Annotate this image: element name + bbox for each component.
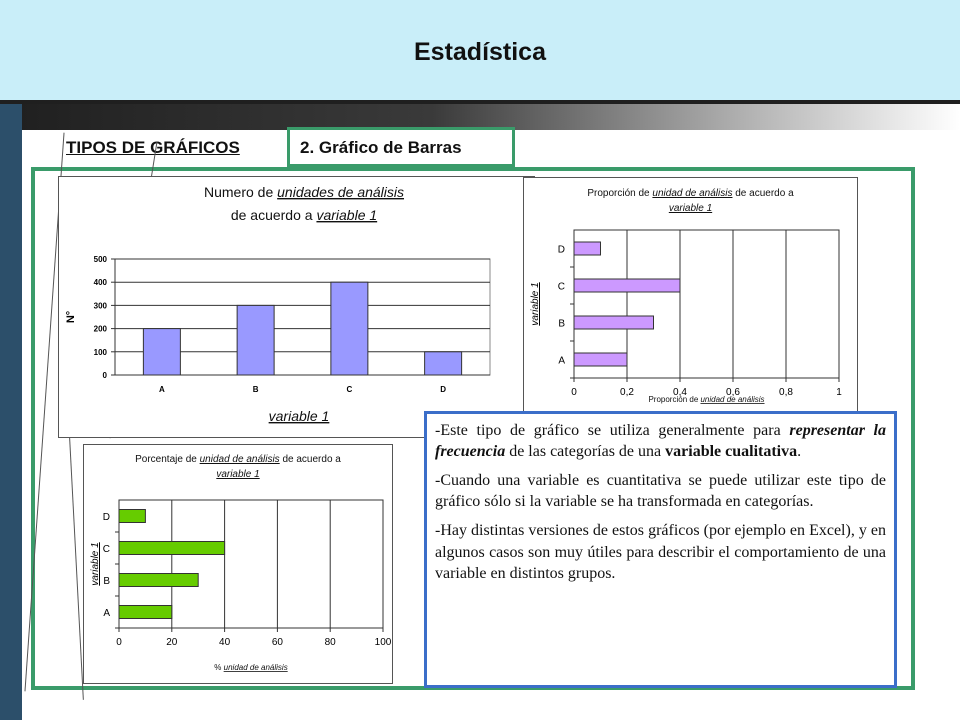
chart1-y-tick-label: 300 [93,301,107,311]
chart3-y-tick-label: C [102,544,110,555]
chart2-y-tick-label: C [557,281,565,293]
chart2-x-tick-label: 0 [571,387,577,398]
chart3-title-line2: variable 1 [216,469,260,480]
vertical-bar-chart [58,176,535,438]
chart2-title-line2: variable 1 [668,203,713,214]
chart2-bar [574,316,654,329]
vertical-bar-chart-svg [59,177,534,437]
chart2-x-tick-label: 0,6 [726,387,740,398]
chart3-bar [119,606,172,619]
p1-text-a: -Este tipo de gráfico se utiliza generalmente para [435,422,790,439]
header-bar [0,0,960,104]
chart3-x-axis-label: % unidad de análisis [214,663,288,672]
chart1-x-tick-label: C [346,385,353,394]
chart2-x-axis-label: Proporción de unidad de análisis [648,395,765,404]
chart1-y-tick-label: 200 [93,324,107,334]
chart3-y-tick-label: B [103,576,110,587]
chart2-x-tick-label: 1 [836,387,842,398]
chart3-bar [119,574,198,587]
chart1-x-axis-label: variable 1 [268,408,330,424]
chart3-bar [119,542,225,555]
percentage-bar-chart-svg [84,445,392,683]
chart1-bar [237,305,274,375]
chart2-x-tick-label: 0,2 [620,387,634,398]
chart3-bar [119,510,145,523]
chart1-x-tick-label: B [252,385,259,394]
chart3-y-tick-label: A [103,608,110,619]
chart2-y-tick-label: D [557,244,565,256]
chart1-bar [143,329,180,375]
chart2-bar [574,242,601,255]
left-accent-bar [0,104,22,720]
chart1-bar [331,282,368,375]
chart3-x-tick-label: 0 [116,637,122,648]
chart3-x-tick-label: 40 [219,637,231,648]
chart1-y-tick-label: 0 [102,371,107,380]
chart1-y-tick-label: 400 [93,278,107,288]
paragraph-1 [435,420,886,462]
paragraph-2: -Cuando una variable es cuantitativa se puede utilizar este tipo de gráfico sólo si la variable se ha transformada en categorías. [435,472,886,511]
proportion-bar-chart [523,177,858,417]
chart1-y-axis-label: N° [65,310,77,324]
subsection-title: 2. Gráfico de Barras [300,138,462,157]
chart3-x-tick-label: 60 [271,637,283,648]
section-heading: TIPOS DE GRÁFICOS [66,138,240,157]
chart1-title-line1: Numero de unidades de análisis [203,184,405,200]
p1-text-c: de las categorías de una [505,443,666,461]
explanation-text-box [424,411,897,688]
chart1-y-tick-label: 100 [93,347,107,357]
chart3-x-tick-label: 100 [374,637,392,648]
paragraph-3: -Hay distintas versiones de estos gráficos (por ejemplo en Excel), y en algunos casos son muy útiles para describir el comportamiento de una variable en distintos grupos. [435,522,886,582]
proportion-bar-chart-svg [524,178,857,416]
p1-text-e: . [797,443,802,461]
chart1-y-tick-label: 500 [93,255,107,264]
chart3-x-tick-label: 20 [166,637,178,648]
p1-emphasis: representar la frecuencia [435,422,887,461]
subsection-box [287,127,515,167]
chart2-x-tick-label: 0,4 [673,387,687,398]
page-title: Estadística [413,38,546,66]
chart3-x-tick-label: 80 [324,637,336,648]
chart1-bar [425,352,462,375]
chart1-title-line2: de acuerdo a variable 1 [230,207,378,223]
chart3-y-axis-label: variable 1 [90,542,101,586]
chart2-x-tick-label: 0,8 [779,387,793,398]
chart3-title-line1: Porcentaje de unidad de análisis de acuerdo a [135,454,341,465]
chart2-title-line1: Proporción de unidad de análisis de acuerdo a [587,188,794,199]
chart2-y-tick-label: A [558,355,565,367]
chart1-x-tick-label: A [158,385,165,394]
chart2-bar [574,353,627,366]
chart2-y-axis-label: variable 1 [530,282,541,326]
p1-bold: variable cualitativa [665,443,798,461]
chart2-bar [574,279,680,292]
percentage-bar-chart [83,444,393,684]
chart3-y-tick-label: D [102,512,110,523]
chart1-x-tick-label: D [440,385,447,394]
chart2-y-tick-label: B [558,318,565,330]
